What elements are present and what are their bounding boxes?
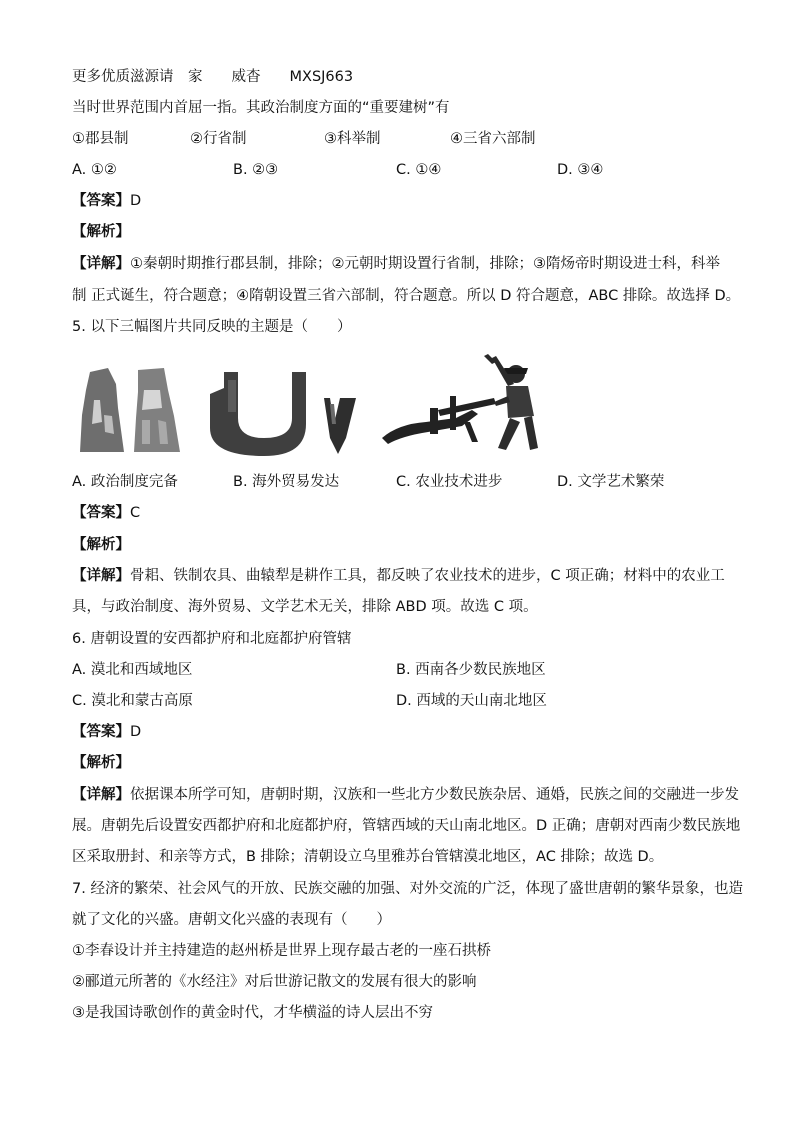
q7-item-2: ②郦道元所著的《水经注》对后世游记散文的发展有很大的影响 [72,974,477,990]
bone-spade-image [72,360,190,460]
answer-tag: 【答案】 [72,724,130,740]
q4-item-3: ③科举制 [324,131,381,147]
q5-option-b: B. 海外贸易发达 [233,474,340,490]
q7-stem-line-1: 7. 经济的繁荣、社会风气的开放、民族交融的加强、对外交流的广泛，体现了盛世唐朝的繁华景象，也造 [72,881,743,897]
q5-analysis-tag: 【解析】 [72,537,130,553]
q7-item-3: ③是我国诗歌创作的黄金时代，才华横溢的诗人层出不穷 [72,1005,433,1021]
header-line: 更多优质滋源请 家 威杳 MXSJ663 [72,69,354,85]
q7-item-1: ①李春设计并主持建造的赵州桥是世界上现存最古老的一座石拱桥 [72,943,491,959]
q7-stem-line-2: 就了文化的兴盛。唐朝文化兴盛的表现有（ ） [72,912,391,928]
q6-answer [72,722,141,742]
q4-answer [72,191,141,211]
q6-stem: 6. 唐朝设置的安西都护府和北庭都护府管辖 [72,631,352,647]
q4-stem: 当时世界范围内首屈一指。其政治制度方面的“重要建树”有 [72,100,450,116]
curved-plow-image [378,352,548,454]
q5-answer [72,503,140,523]
q6-analysis-tag: 【解析】 [72,755,130,771]
detail-tag: 【详解】 [72,568,130,584]
q4-detail-line-1 [72,254,720,274]
q6-detail-line-1 [72,785,739,805]
iron-tools-image [206,368,366,460]
q4-option-b: B. ②③ [233,162,279,178]
q4-option-c: C. ①④ [396,162,442,178]
detail-text: ①秦朝时期推行郡县制，排除；②元朝时期设置行省制，排除；③隋炀帝时期设进士科，科举 [130,256,720,272]
q4-option-a: A. ①② [72,162,117,178]
q4-analysis-tag: 【解析】 [72,224,130,240]
q5-option-d: D. 文学艺术繁荣 [557,474,665,490]
q4-item-4: ④三省六部制 [450,131,536,147]
q6-option-d: D. 西域的天山南北地区 [396,693,547,709]
answer-value: D [130,193,142,209]
detail-text: 骨耜、铁制农具、曲辕犁是耕作工具，都反映了农业技术的进步，C 项正确；材料中的农业工 [130,568,725,584]
detail-text: 依据课本所学可知，唐朝时期，汉族和一些北方少数民族杂居、通婚，民族之间的交融进一步发 [130,787,739,803]
detail-tag: 【详解】 [72,787,130,803]
answer-tag: 【答案】 [72,193,130,209]
q4-detail-line-2: 制 正式诞生，符合题意；④隋朝设置三省六部制，符合题意。所以 D 符合题意，ABC 排除。故选择 D。 [72,288,741,304]
q5-stem: 5. 以下三幅图片共同反映的主题是（ ） [72,319,352,335]
q5-detail-line-2: 具，与政治制度、海外贸易、文学艺术无关，排除 ABD 项。故选 C 项。 [72,599,538,615]
q6-option-c: C. 漠北和蒙古高原 [72,693,193,709]
q5-option-a: A. 政治制度完备 [72,474,178,490]
q4-item-2: ②行省制 [190,131,247,147]
q4-item-1: ①郡县制 [72,131,129,147]
detail-tag: 【详解】 [72,256,130,272]
answer-tag: 【答案】 [72,505,130,521]
q6-detail-line-2: 展。唐朝先后设置安西都护府和北庭都护府，管辖西域的天山南北地区。D 正确；唐朝对西南少数民族地 [72,818,741,834]
answer-value: D [130,724,142,740]
q4-option-d: D. ③④ [557,162,604,178]
answer-value: C [130,505,141,521]
q5-detail-line-1 [72,566,725,586]
q6-detail-line-3: 区采取册封、和亲等方式，B 排除；清朝设立乌里雅苏台管辖漠北地区，AC 排除；故选 D。 [72,849,664,865]
q6-option-b: B. 西南各少数民族地区 [396,662,546,678]
q6-option-a: A. 漠北和西域地区 [72,662,193,678]
q5-option-c: C. 农业技术进步 [396,474,503,490]
